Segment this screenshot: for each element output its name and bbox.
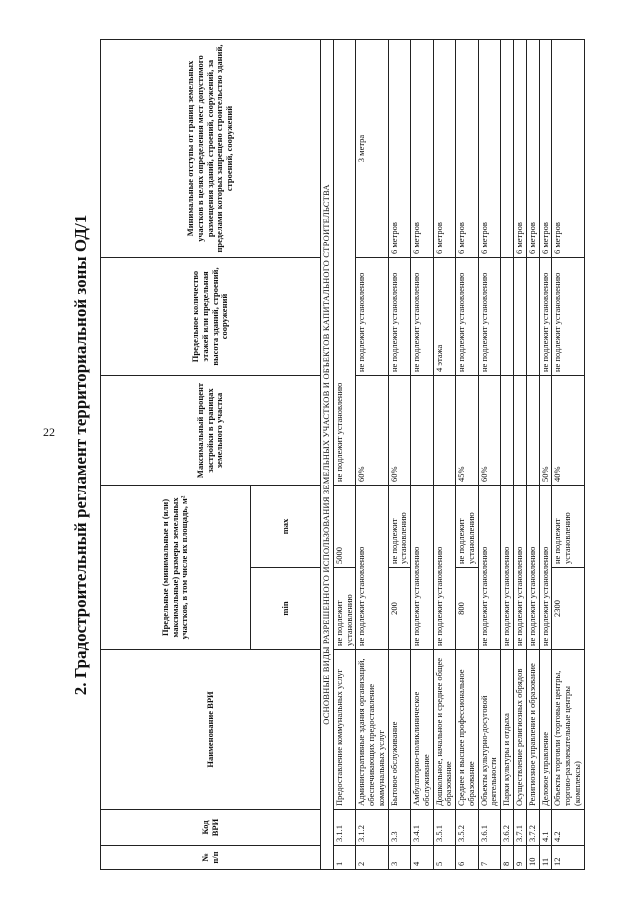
table-row	[514, 40, 527, 870]
row-setback: 6 метров	[478, 40, 501, 258]
header-max: max	[251, 486, 321, 568]
row-coverage: 50%	[539, 376, 552, 486]
row-min: 800	[456, 568, 479, 650]
row-num: 9	[514, 846, 527, 870]
row-num: 3	[388, 846, 411, 870]
section-row	[321, 40, 334, 870]
row-coverage	[526, 376, 539, 486]
row-setback: 3 метра	[356, 40, 388, 258]
table-row	[388, 40, 411, 870]
row-name: Среднее и высшее профессиональное образование	[456, 650, 479, 810]
row-setback: 6 метров	[552, 40, 584, 258]
row-num: 2	[356, 846, 388, 870]
row-min: не подлежит установлению	[478, 486, 501, 650]
table-row	[526, 40, 539, 870]
row-floors: 4 этажа	[433, 258, 456, 376]
row-code: 3.6.2	[501, 810, 514, 846]
table-row	[356, 40, 388, 870]
row-floors: не подлежит установлению	[388, 258, 411, 376]
row-floors: не подлежит установлению	[539, 258, 552, 376]
row-coverage: 60%	[478, 376, 501, 486]
row-coverage	[514, 376, 527, 486]
row-coverage: 40%	[552, 376, 584, 486]
table-row	[478, 40, 501, 870]
row-name: Осуществление религиозных обрядов	[514, 650, 527, 810]
row-max: не подлежит установлению	[388, 486, 411, 568]
row-setback: 6 метров	[456, 40, 479, 258]
row-floors	[501, 258, 514, 376]
row-code: 3.5.2	[456, 810, 479, 846]
row-name: Предоставление коммунальных услуг	[333, 650, 356, 810]
row-floors: не подлежит установлению	[456, 258, 479, 376]
row-name: Административные здания организаций, обеспечивающих предоставление коммунальных услуг	[356, 650, 388, 810]
row-setback: 6 метров	[526, 40, 539, 258]
row-coverage: 45%	[456, 376, 479, 486]
row-min: не подлежит установлению	[333, 568, 356, 650]
row-min: 2300	[552, 568, 584, 650]
row-coverage: не подлежит установлению	[333, 40, 356, 486]
table-row	[539, 40, 552, 870]
regulation-table	[100, 39, 585, 870]
row-code: 3.3	[388, 810, 411, 846]
row-num: 8	[501, 846, 514, 870]
row-min: не подлежит установлению	[514, 486, 527, 650]
table-row	[456, 40, 479, 870]
header-setback: Минимальные отступы от границ земельных участков в целях определения мест допустимого размещения зданий, строений, сооружений, за пределами которых запрещено строительство зданий, строений, сооружений	[101, 40, 321, 258]
rotated-page-content	[70, 40, 590, 870]
row-max: не подлежит установлению	[552, 486, 584, 568]
row-coverage: 60%	[388, 376, 411, 486]
row-name: Бытовое обслуживание	[388, 650, 411, 810]
row-num: 7	[478, 846, 501, 870]
row-name: Религиозное управление и образование	[526, 650, 539, 810]
header-coverage: Максимальный процент застройки в границах земельного участка	[101, 376, 321, 486]
row-code: 3.7.1	[514, 810, 527, 846]
row-setback: 6 метров	[388, 40, 411, 258]
table-row	[501, 40, 514, 870]
row-coverage	[501, 376, 514, 486]
row-floors: не подлежит установлению	[552, 258, 584, 376]
row-num: 11	[539, 846, 552, 870]
row-code: 3.4.1	[411, 810, 434, 846]
row-name: Объекты торговли (торговые центры, торгово-развлекательные центры (комплексы)	[552, 650, 584, 810]
row-min: не подлежит установлению	[356, 486, 388, 650]
row-min: не подлежит установлению	[433, 486, 456, 650]
header-name: Наименование ВРИ	[101, 650, 321, 810]
row-setback: 6 метров	[514, 40, 527, 258]
row-code: 4.2	[552, 810, 584, 846]
header-min: min	[251, 568, 321, 650]
row-code: 3.1.1	[333, 810, 356, 846]
row-max: 5000	[333, 486, 356, 568]
header-area-group: Предельные (минимальные и (или) максимальные) размеры земельных участков, в том числе их площадь, м²	[101, 486, 251, 650]
row-max: не подлежит установлению	[456, 486, 479, 568]
row-name: Объекты культурно-досуговой деятельности	[478, 650, 501, 810]
section-title: ОСНОВНЫЕ ВИДЫ РАЗРЕШЕННОГО ИСПОЛЬЗОВАНИЯ ЗЕМЕЛЬНЫХ УЧАСТКОВ И ОБЪЕКТОВ КАПИТАЛЬНОГО СТРОИТЕЛЬСТВА	[321, 40, 334, 870]
row-floors	[514, 258, 527, 376]
row-min: не подлежит установлению	[539, 486, 552, 650]
row-name: Парки культуры и отдыха	[501, 650, 514, 810]
row-num: 12	[552, 846, 584, 870]
row-floors: не подлежит установлению	[411, 258, 434, 376]
row-floors: не подлежит установлению	[356, 258, 388, 376]
row-setback: 6 метров	[433, 40, 456, 258]
document-title: 2. Градостроительный регламент территориальной зоны ОД/1	[71, 214, 90, 696]
row-min: не подлежит установлению	[501, 486, 514, 650]
table-row	[552, 40, 584, 870]
table-row	[433, 40, 456, 870]
row-code: 3.6.1	[478, 810, 501, 846]
row-min: не подлежит установлению	[411, 486, 434, 650]
row-code: 3.1.2	[356, 810, 388, 846]
row-setback	[501, 40, 514, 258]
row-setback: 6 метров	[411, 40, 434, 258]
row-floors: не подлежит установлению	[478, 258, 501, 376]
row-name: Дошкольное, начальное и среднее общее образование	[433, 650, 456, 810]
row-min: не подлежит установлению	[526, 486, 539, 650]
row-num: 6	[456, 846, 479, 870]
row-code: 4.1	[539, 810, 552, 846]
row-setback: 6 метров	[539, 40, 552, 258]
row-coverage	[411, 376, 434, 486]
row-name: Амбулаторно-поликлиническое обслуживание	[411, 650, 434, 810]
header-row	[101, 40, 251, 870]
table-row	[333, 40, 356, 870]
row-num: 5	[433, 846, 456, 870]
header-num: № п/п	[101, 846, 321, 870]
table-row	[411, 40, 434, 870]
row-num: 4	[411, 846, 434, 870]
row-name: Деловое управление	[539, 650, 552, 810]
row-floors	[526, 258, 539, 376]
row-coverage: 60%	[356, 376, 388, 486]
row-num: 1	[333, 846, 356, 870]
row-min: 200	[388, 568, 411, 650]
row-coverage	[433, 376, 456, 486]
row-code: 3.5.1	[433, 810, 456, 846]
header-code: Код ВРИ	[101, 810, 321, 846]
row-code: 3.7.2	[526, 810, 539, 846]
row-num: 10	[526, 846, 539, 870]
page-number: 22	[43, 425, 55, 439]
header-floors: Предельное количество этажей или предельная высота зданий, строений, сооружений	[101, 258, 321, 376]
